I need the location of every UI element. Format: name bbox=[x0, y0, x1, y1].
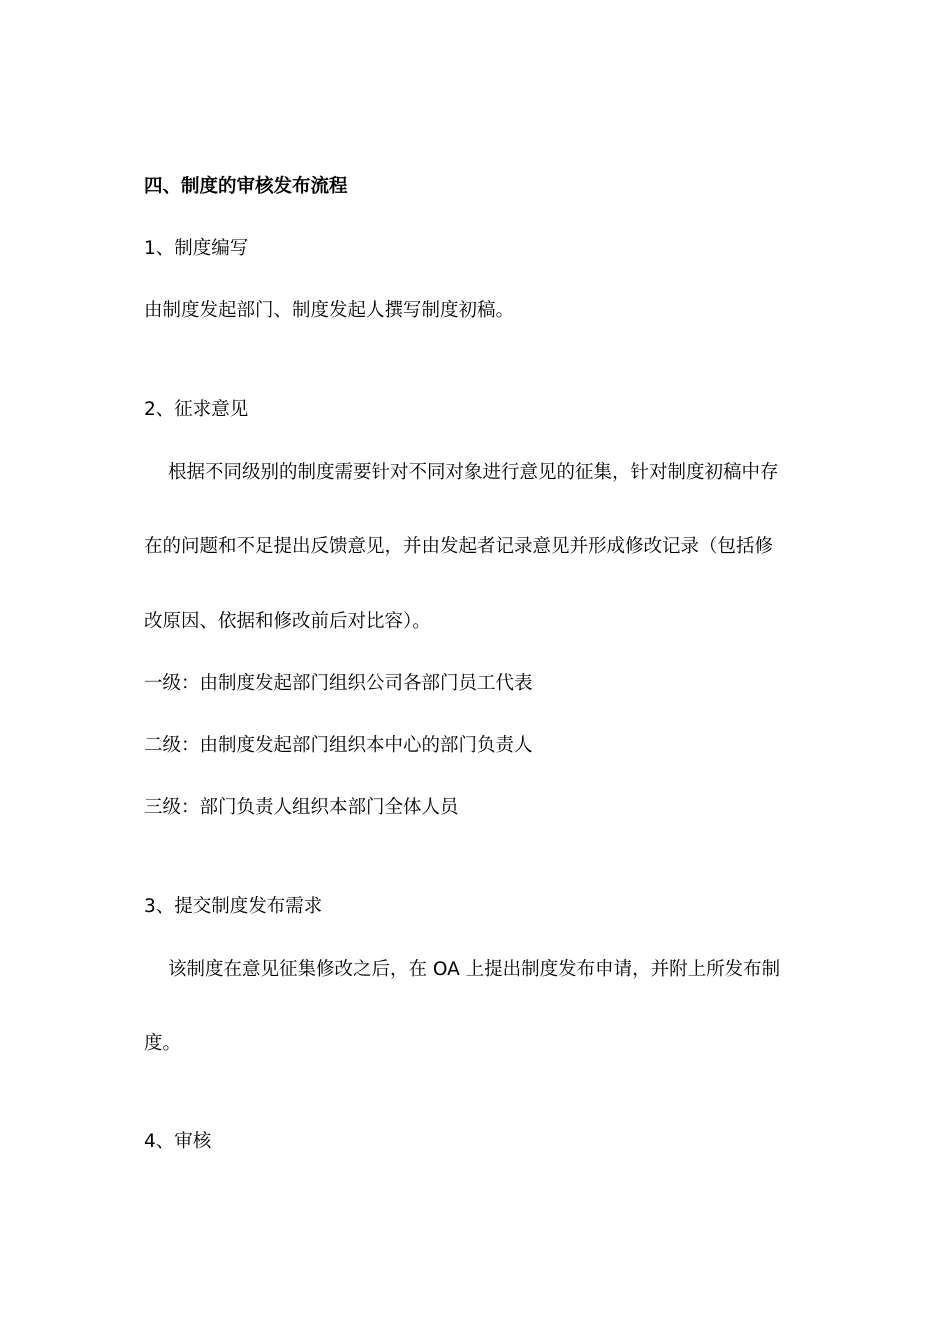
level-3-item: 三级：部门负责人组织本部门全体人员 bbox=[144, 797, 459, 818]
step-2-heading: 2、征求意见 bbox=[144, 399, 249, 420]
step-3-heading: 3、提交制度发布需求 bbox=[144, 896, 323, 917]
step-3-body-line-2: 度。 bbox=[144, 1033, 182, 1054]
step-3-body-line-1: 该制度在意见征集修改之后，在 OA 上提出制度发布申请，并附上所发布制 bbox=[168, 959, 781, 980]
level-1-item: 一级：由制度发起部门组织公司各部门员工代表 bbox=[144, 673, 533, 694]
step-1-body-line: 由制度发起部门、制度发起人撰写制度初稿。 bbox=[144, 300, 515, 321]
step-2-body-line-2: 在的问题和不足提出反馈意见，并由发起者记录意见并形成修改记录（包括修 bbox=[144, 536, 774, 557]
step-4-heading: 4、审核 bbox=[144, 1131, 212, 1152]
step-2-body-line-1: 根据不同级别的制度需要针对不同对象进行意见的征集，针对制度初稿中存 bbox=[168, 462, 779, 483]
step-2-body-line-3: 改原因、依据和修改前后对比容）。 bbox=[144, 611, 431, 632]
section-title: 四、制度的审核发布流程 bbox=[144, 176, 348, 197]
level-2-item: 二级：由制度发起部门组织本中心的部门负责人 bbox=[144, 735, 533, 756]
step-1-heading: 1、制度编写 bbox=[144, 238, 249, 259]
